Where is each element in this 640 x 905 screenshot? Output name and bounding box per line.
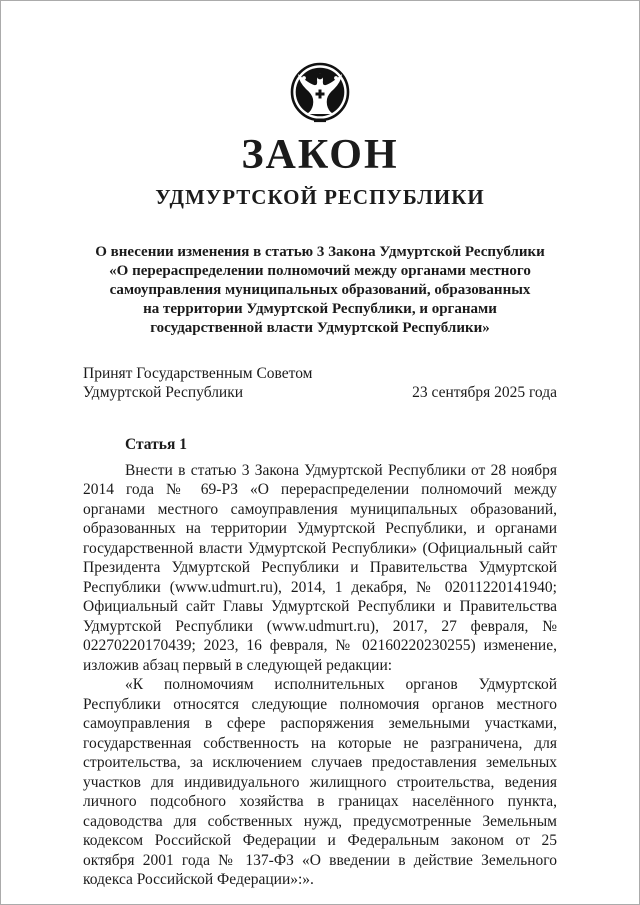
law-subject-line: на территории Удмуртской Республики, и органами [143, 301, 497, 318]
law-subject-line: самоуправления муниципальных образований, образованных [109, 282, 531, 299]
adoption-authority [83, 364, 313, 402]
adoption-block [83, 364, 557, 402]
article-1-paragraph: Внести в статью 3 Закона Удмуртской Республики от 28 ноября 2014 года № 69-РЗ «О перераспределении полномочий между органами местного самоуправления муниципальных образований, образованных на территории Удмуртской Республики, и органами государственной власти Удмуртской Республики» (Официальный сайт Президента Удмуртской Республики и Правительства Удмуртской Республики (www.udmurt.ru), 2014, 1 декабря, № 02011220141940; Официальный сайт Главы Удмуртской Республики и Правительства Удмуртской Республики (www.udmurt.ru), 2017, 27 февраля, № 02270220170439; 2023, 16 февраля, № 02160220230255) изменение, изложив абзац первый в следующей редакции: [83, 461, 557, 674]
law-subject-line: О внесении изменения в статью 3 Закона Удмуртской Республики [95, 244, 545, 261]
adoption-authority-line: Удмуртской Республики [83, 384, 244, 402]
article-1-heading: Статья 1 [125, 436, 187, 454]
page-subtitle: УДМУРТСКОЙ РЕСПУБЛИКИ [155, 185, 485, 210]
udmurt-republic-coat-of-arms-icon [283, 61, 357, 127]
law-subject [83, 243, 557, 338]
page-title: ЗАКОН [241, 132, 399, 178]
adoption-date: 23 сентября 2025 года [412, 384, 557, 402]
adoption-authority-line: Принят Государственным Советом [83, 365, 313, 383]
law-subject-line: «О перераспределении полномочий между органами местного [109, 263, 531, 280]
law-subject-line: государственной власти Удмуртской Республики» [150, 320, 490, 337]
article-1-new-wording-paragraph: «К полномочиям исполнительных органов Удмуртской Республики относятся следующие полномочия органов местного самоуправления в сфере распоряжения земельными участками, государственная собственность на которые не разграничена, для строительства, за исключением случаев предоставления земельных участков для индивидуального жилищного строительства, ведения личного подсобного хозяйства в границах населённого пункта, садоводства для собственных нужд, предусмотренные Земельным кодексом Российской Федерации и Федеральным законом от 25 октября 2001 года № 137-ФЗ «О введении в действие Земельного кодекса Российской Федерации»:». [83, 676, 557, 889]
